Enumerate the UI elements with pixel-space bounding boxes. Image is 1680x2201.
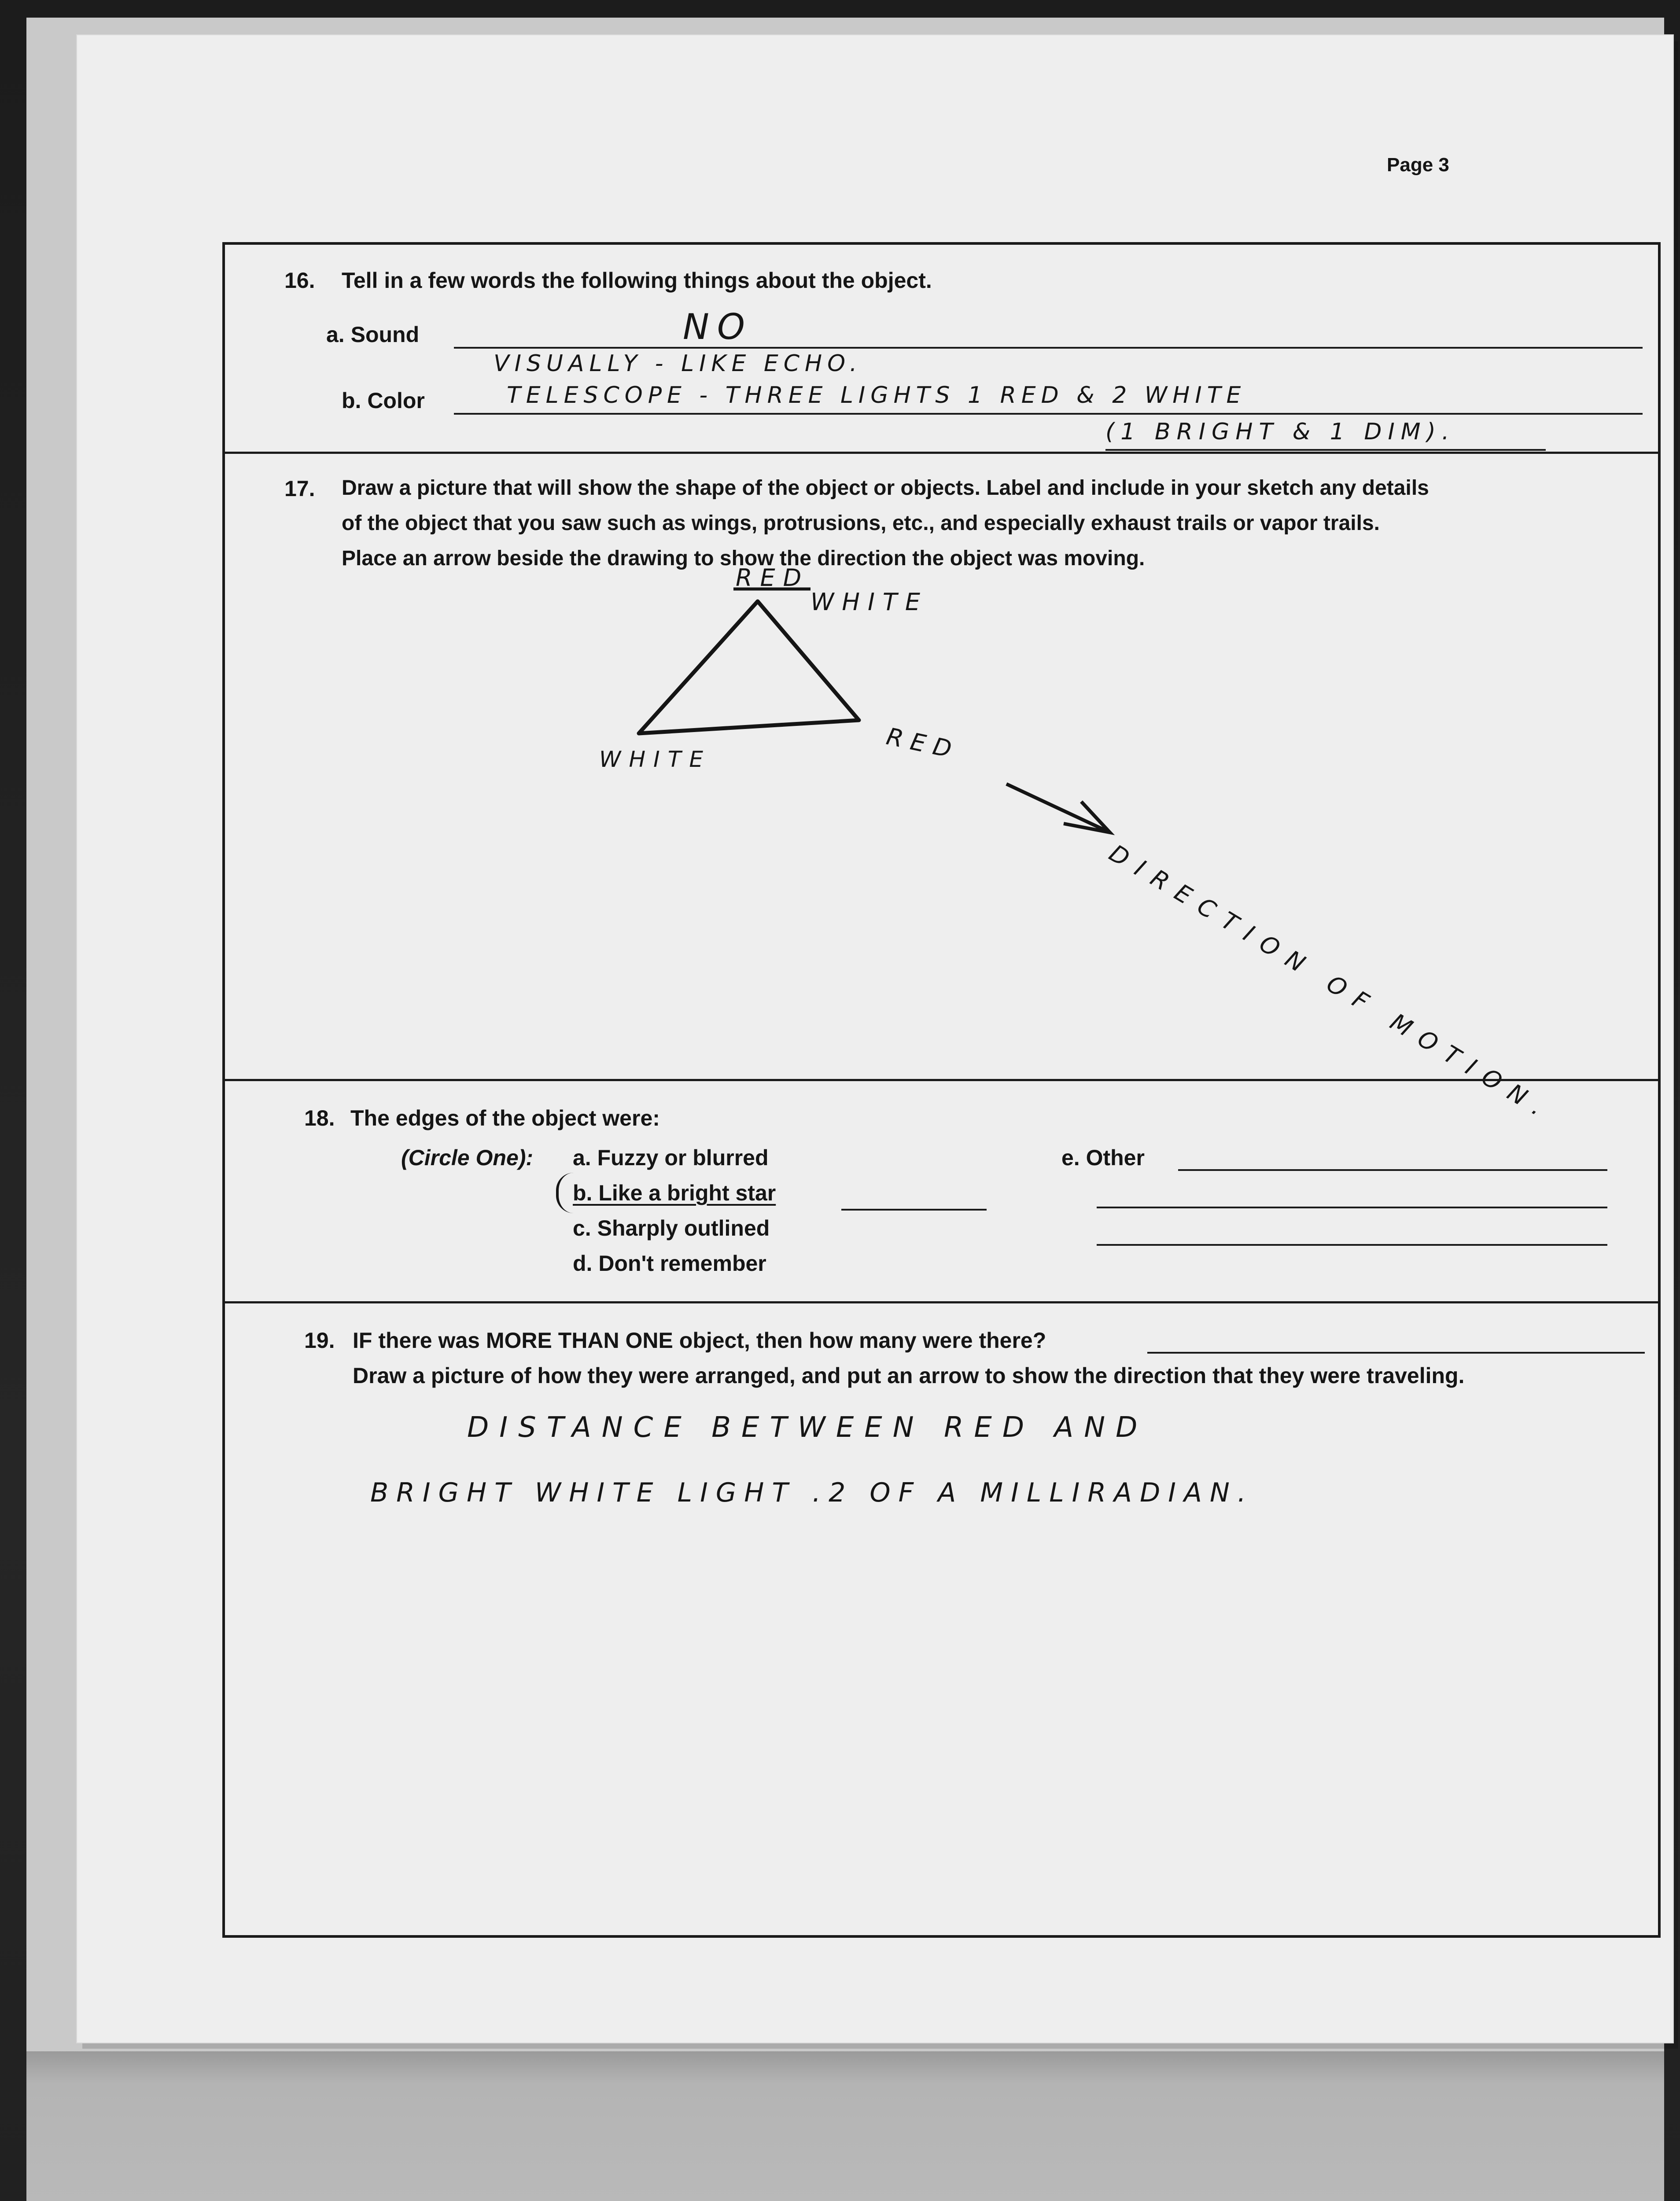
page-number: Page 3 bbox=[1387, 154, 1449, 176]
other-line-2[interactable] bbox=[1097, 1207, 1607, 1208]
q16-number: 16. bbox=[284, 268, 315, 293]
q19-number: 19. bbox=[304, 1328, 335, 1353]
direction-of-motion-label: DIRECTION OF MOTION. bbox=[1104, 839, 1558, 1127]
option-b-underline-extension bbox=[841, 1209, 987, 1211]
color-answer-line3: (1 BRIGHT & 1 DIM). bbox=[1105, 419, 1455, 445]
direction-arrow-shaft bbox=[1006, 784, 1110, 832]
triangle-sketch bbox=[639, 601, 859, 733]
q16-sound-label: a. Sound bbox=[326, 322, 420, 347]
other-label: e. Other bbox=[1061, 1145, 1145, 1170]
form-box bbox=[222, 242, 1661, 1938]
q19-answer-line1: DISTANCE BETWEEN RED AND bbox=[467, 1411, 1148, 1444]
q16-color-label: b. Color bbox=[342, 388, 425, 413]
triangle-top-crossed-label: RED bbox=[736, 564, 810, 592]
q18-prompt: The edges of the object were: bbox=[350, 1106, 660, 1130]
object-count-line[interactable] bbox=[1147, 1352, 1645, 1354]
option-a[interactable]: a. Fuzzy or blurred bbox=[573, 1145, 769, 1170]
q17-line3: Place an arrow beside the drawing to show the direction the object was moving. bbox=[342, 547, 1145, 570]
lower-backing-strip bbox=[26, 2051, 1664, 2201]
q16-prompt: Tell in a few words the following things about the object. bbox=[342, 268, 932, 293]
divider-17-18 bbox=[225, 1079, 1658, 1081]
color-answer-line2: TELESCOPE - THREE LIGHTS 1 RED & 2 WHITE bbox=[507, 382, 1246, 409]
option-d[interactable]: d. Don't remember bbox=[573, 1251, 766, 1276]
q17-line2: of the object that you saw such as wings, protrusions, etc., and especially exhaust trails or vapor trails. bbox=[342, 512, 1380, 535]
other-line-3[interactable] bbox=[1097, 1244, 1607, 1246]
triangle-right-label: RED bbox=[884, 722, 962, 765]
option-b[interactable]: b. Like a bright star bbox=[573, 1181, 776, 1205]
triangle-left-label: WHITE bbox=[599, 747, 711, 772]
q17-sketch bbox=[225, 245, 1658, 1935]
circle-one-label: (Circle One): bbox=[401, 1145, 534, 1170]
option-c[interactable]: c. Sharply outlined bbox=[573, 1216, 770, 1240]
q19-line2: Draw a picture of how they were arranged, and put an arrow to show the direction that they were traveling. bbox=[353, 1363, 1465, 1388]
form-page bbox=[77, 35, 1673, 2043]
color-answer-line1: VISUALLY - LIKE ECHO. bbox=[494, 350, 862, 377]
triangle-top-label: WHITE bbox=[811, 588, 928, 616]
q17-number: 17. bbox=[284, 476, 315, 501]
q19-answer-line2: BRIGHT WHITE LIGHT .2 OF A MILLIRADIAN. bbox=[370, 1477, 1254, 1508]
other-line-1[interactable] bbox=[1178, 1169, 1607, 1171]
q19-line1: IF there was MORE THAN ONE object, then how many were there? bbox=[353, 1328, 1046, 1353]
divider-18-19 bbox=[225, 1301, 1658, 1303]
q18-number: 18. bbox=[304, 1106, 335, 1130]
sound-answer: NO bbox=[683, 306, 753, 347]
q17-line1: Draw a picture that will show the shape of the object or objects. Label and include in your sketch any details bbox=[342, 476, 1429, 500]
